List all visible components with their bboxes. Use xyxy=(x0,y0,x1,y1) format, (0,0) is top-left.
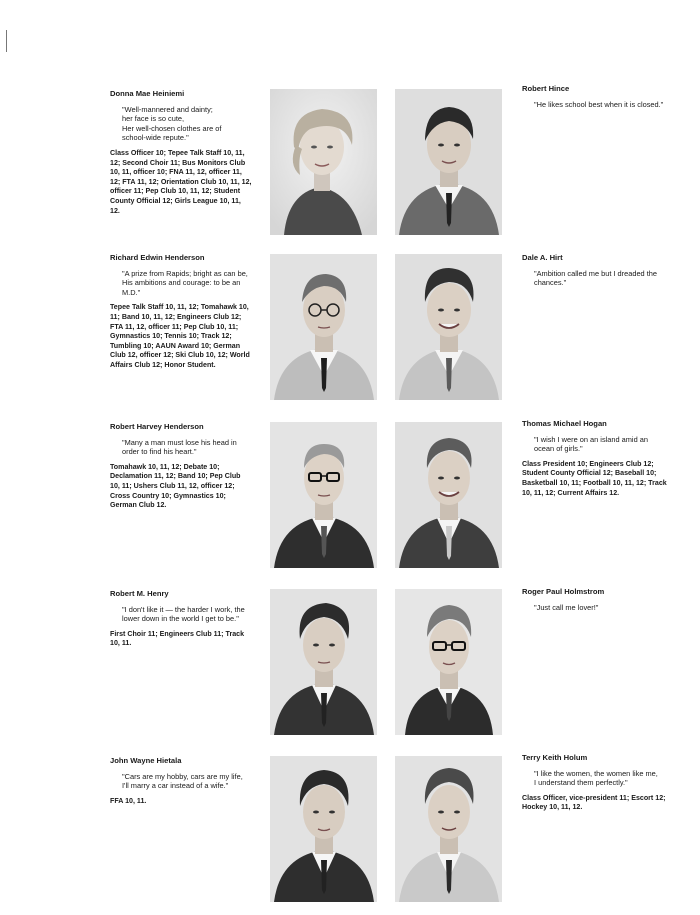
student-activities: Tomahawk 10, 11, 12; Debate 10; Declamation 11, 12; Band 10; Pep Club 10, 11; Ushers Club 11, 12, officer 12; Cross Country 10; Gymnastics 10; German Club 12. xyxy=(110,462,241,510)
student-activities: Class Officer, vice-president 11; Escort 12; Hockey 10, 11, 12. xyxy=(522,793,666,812)
student-name: Richard Edwin Henderson xyxy=(110,253,205,262)
student-name: John Wayne Hietala xyxy=(110,756,182,765)
student-quote: "Just call me lover!" xyxy=(534,602,599,612)
student-quote: "Ambition called me but I dreaded the chances." xyxy=(534,268,657,288)
student-quote: "A prize from Rapids; bright as can be, His ambitions and courage: to be an M.D." xyxy=(122,268,248,297)
entry-richard-henderson xyxy=(110,253,252,371)
margin-mark xyxy=(6,30,7,52)
portrait-photo-robert-henderson xyxy=(270,422,377,568)
student-name: Roger Paul Holmstrom xyxy=(522,587,605,596)
portrait-photo-hogan xyxy=(395,422,502,568)
student-quote: "I wish I were on an island amid an ocean of girls." xyxy=(534,434,648,454)
portrait-photo-richard-henderson xyxy=(270,254,377,400)
student-name: Terry Keith Holum xyxy=(522,753,588,762)
entry-henry xyxy=(110,589,252,649)
student-name: Robert Harvey Henderson xyxy=(110,422,204,431)
student-quote: "Well-mannered and dainty; her face is so cute, Her well-chosen clothes are of school-wide repute." xyxy=(122,104,222,143)
portrait-photo-henry xyxy=(270,589,377,735)
entry-hirt xyxy=(522,253,667,294)
portrait-photo-hietala xyxy=(270,756,377,902)
student-quote: "I don't like it — the harder I work, the lower down in the world I get to be." xyxy=(122,604,245,624)
student-activities: Class Officer 10; Tepee Talk Staff 10, 11, 12; Second Choir 11; Bus Monitors Club 10, 11, officer 10; FNA 11, 12, officer 11, 12; FTA 11, 12; Orientation Club 10, 11, 12, officer 11; Pep Club 10, 11, 12; Student County Official 12; Girls League 10, 11, 12. xyxy=(110,148,252,215)
student-activities: First Choir 11; Engineers Club 11; Track 10, 11. xyxy=(110,629,245,648)
portrait-photo-holum xyxy=(395,756,502,902)
student-quote: "I like the women, the women like me, I understand them perfectly." xyxy=(534,768,658,788)
student-activities: Class President 10; Engineers Club 12; Student County Official 12; Baseball 10; Basketball 10, 11; Football 10, 11, 12; Track 10, 11, 12; Current Affairs 12. xyxy=(522,459,667,497)
entry-heiniemi xyxy=(110,89,252,216)
portrait-photo-holmstrom xyxy=(395,589,502,735)
entry-hogan xyxy=(522,419,667,498)
entry-hince xyxy=(522,84,667,115)
student-quote: "He likes school best when it is closed." xyxy=(534,99,664,109)
entry-robert-henderson xyxy=(110,422,252,511)
student-name: Robert Hince xyxy=(522,84,570,93)
student-name: Robert M. Henry xyxy=(110,589,169,598)
student-name: Dale A. Hirt xyxy=(522,253,563,262)
entry-hietala xyxy=(110,756,252,806)
student-activities: Tepee Talk Staff 10, 11, 12; Tomahawk 10, 11; Band 10, 11, 12; Engineers Club 12; FTA 11, 12, officer 11; Pep Club 10, 11; Gymnastics 10; Tennis 10; Track 12; Tumbling 10; AAUN Award 10; German Club 12, officer 12; Ski Club 10, 12; World Affairs Club 12; Honor Student. xyxy=(110,303,250,369)
portrait-photo-hince xyxy=(395,89,502,235)
student-name: Donna Mae Heiniemi xyxy=(110,89,185,98)
student-activities: FFA 10, 11. xyxy=(110,796,147,805)
portrait-photo-heiniemi xyxy=(270,89,377,235)
student-quote: "Cars are my hobby, cars are my life, I'll marry a car instead of a wife." xyxy=(122,771,243,791)
entry-holmstrom xyxy=(522,587,667,618)
entry-holum xyxy=(522,753,667,813)
student-name: Thomas Michael Hogan xyxy=(522,419,607,428)
portrait-photo-hirt xyxy=(395,254,502,400)
student-quote: "Many a man must lose his head in order to find his heart." xyxy=(122,437,237,457)
